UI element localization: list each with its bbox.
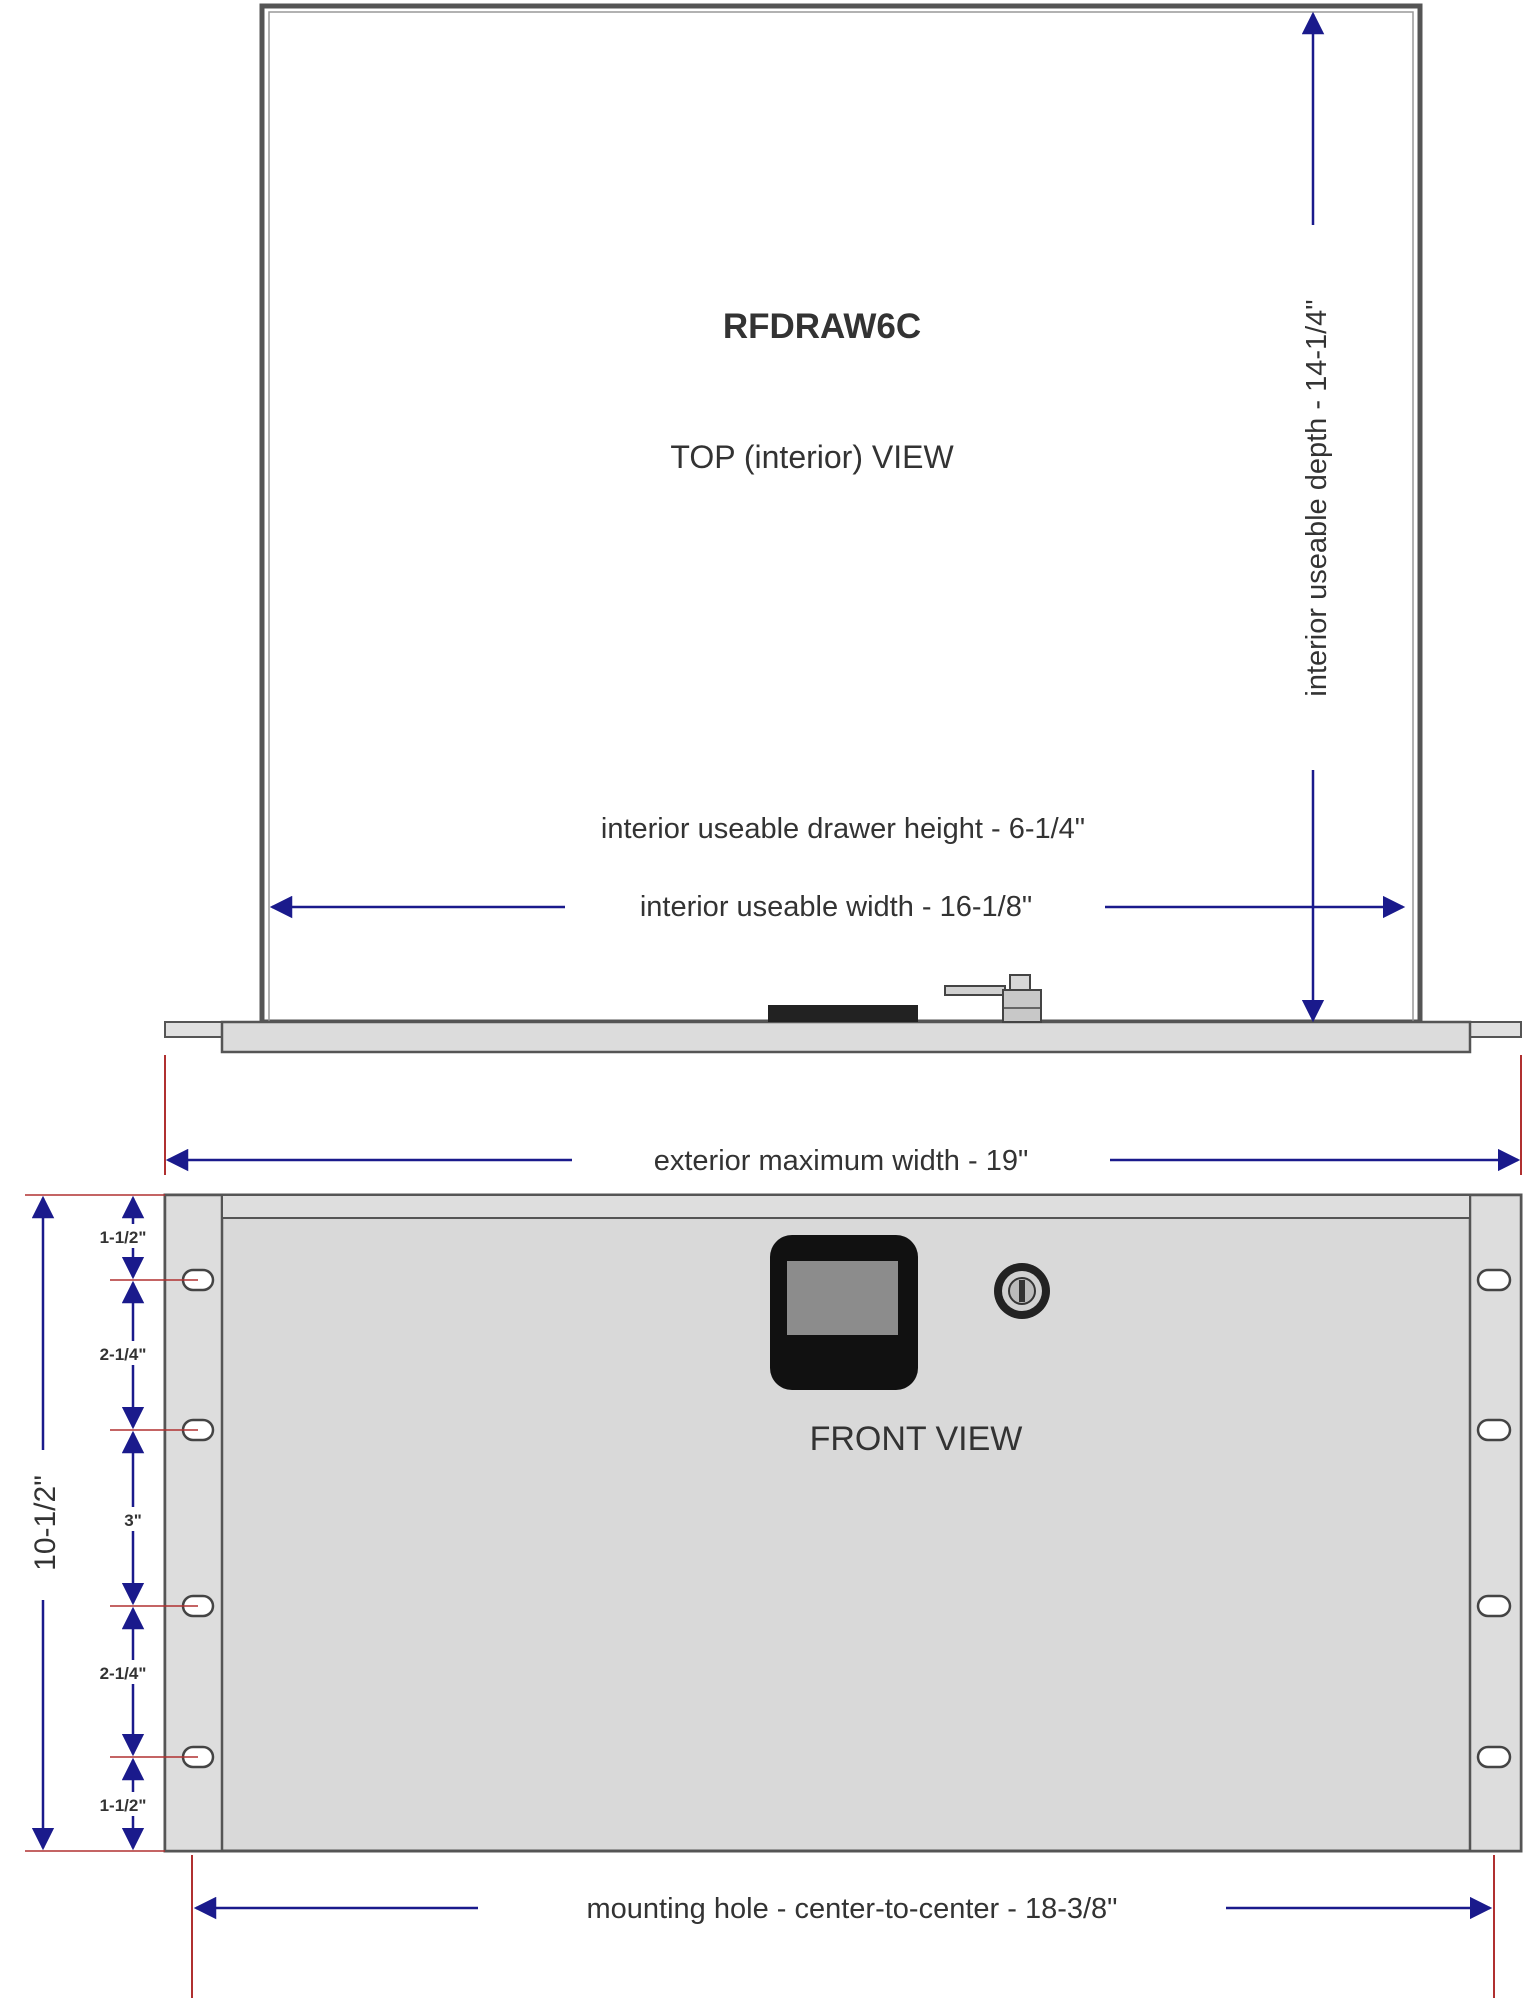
mounting-hole bbox=[1478, 1420, 1510, 1440]
faceplate-edge bbox=[222, 1022, 1470, 1052]
mounting-hole bbox=[1478, 1270, 1510, 1290]
lock-bar bbox=[945, 986, 1005, 995]
exterior-width-label: exterior maximum width - 19" bbox=[653, 1145, 1029, 1177]
mounting-hole-dimension bbox=[192, 1855, 1494, 1998]
width-label: interior useable width - 16-1/8" bbox=[639, 891, 1033, 923]
model-title: RFDRAW6C bbox=[722, 307, 922, 346]
spacing-label: 1-1/2" bbox=[99, 1796, 147, 1815]
lock-keyway bbox=[1019, 1280, 1025, 1302]
drawer-height-label: interior useable drawer height - 6-1/4" bbox=[600, 813, 1086, 845]
spacing-label: 3" bbox=[124, 1511, 142, 1530]
drawer-interior-outline bbox=[262, 6, 1420, 1022]
pull-handle-window bbox=[787, 1261, 898, 1335]
spacing-label: 1-1/2" bbox=[99, 1228, 147, 1247]
top-view bbox=[165, 6, 1521, 1052]
lock-cap bbox=[1010, 975, 1030, 990]
mounting-hole bbox=[1478, 1596, 1510, 1616]
spacing-label: 2-1/4" bbox=[99, 1345, 147, 1364]
top-lip bbox=[222, 1195, 1470, 1218]
depth-label: interior useable depth - 14-1/4" bbox=[1301, 299, 1333, 697]
mounting-hole bbox=[1478, 1747, 1510, 1767]
exterior-width-dimension bbox=[165, 1055, 1521, 1178]
overall-height-label: 10-1/2" bbox=[29, 1475, 62, 1571]
handle-top-profile bbox=[768, 1005, 918, 1022]
lock-body bbox=[1003, 990, 1041, 1022]
mounting-width-label: mounting hole - center-to-center - 18-3/8" bbox=[586, 1893, 1118, 1925]
front-view-label: FRONT VIEW bbox=[809, 1420, 1023, 1458]
front-view bbox=[165, 1195, 1521, 1851]
spacing-label: 2-1/4" bbox=[99, 1664, 147, 1683]
top-view-label: TOP (interior) VIEW bbox=[670, 439, 954, 475]
